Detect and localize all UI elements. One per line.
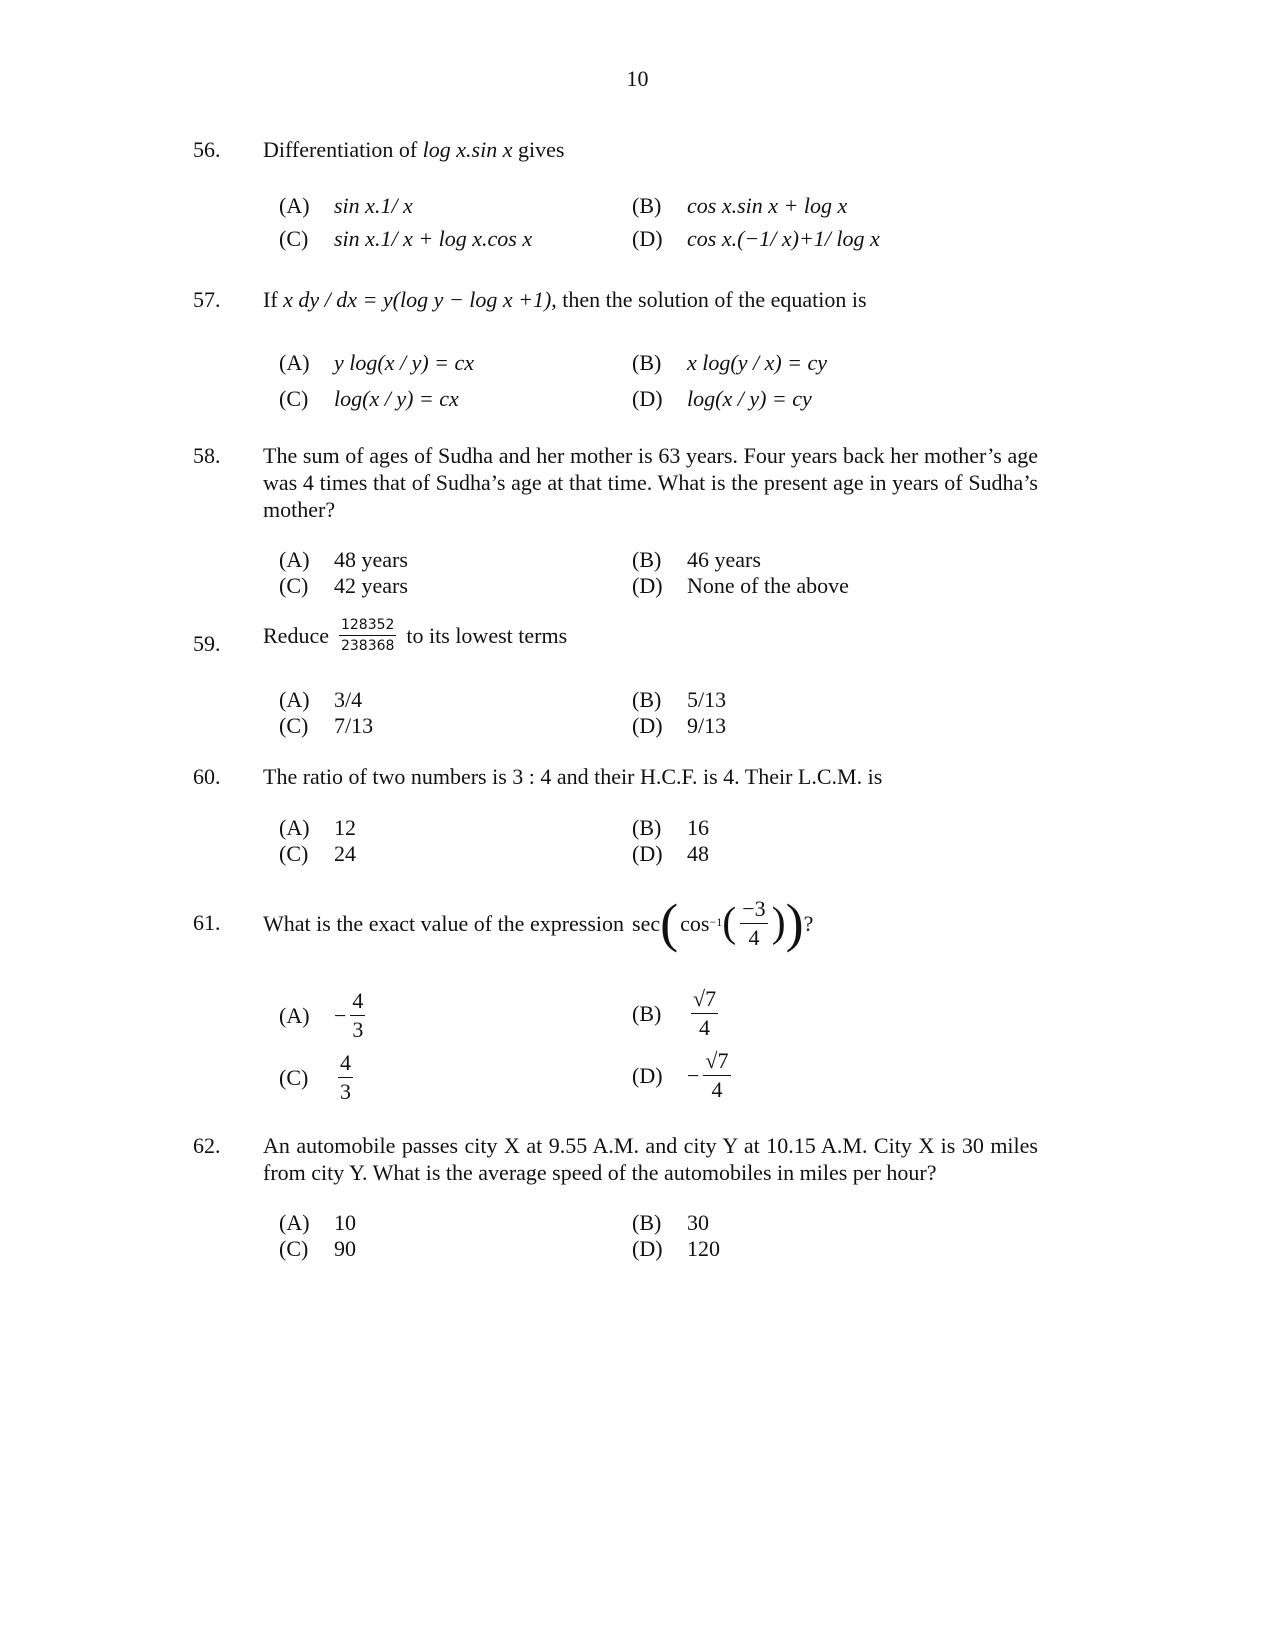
question-number: 61. xyxy=(193,910,221,935)
question-number: 58. xyxy=(193,443,221,468)
option-d[interactable]: (D) cos x.(−1/ x)+1/ log x xyxy=(632,226,880,251)
option-b[interactable]: (B) $\frac{√7}{4}$ xyxy=(632,986,717,1040)
option-c[interactable]: (C) 24 xyxy=(279,841,356,866)
option-d[interactable]: (D) log(x / y) = cy xyxy=(632,386,812,411)
option-c[interactable]: (C) sin x.1/ x + log x.cos x xyxy=(279,226,533,251)
option-a[interactable]: (A) y log(x / y) = cx xyxy=(279,350,475,375)
option-a[interactable]: (A) 3/4 xyxy=(279,687,363,712)
option-a[interactable]: (A) 10 xyxy=(279,1210,356,1235)
question-61 xyxy=(193,895,1093,955)
question-text: Reduce $\frac{128352}{238368}$ to its lowest terms xyxy=(263,617,568,654)
option-a[interactable]: (A) 48 years xyxy=(279,547,408,572)
option-d[interactable]: (D) 120 xyxy=(632,1236,720,1261)
option-b[interactable]: (B) 30 xyxy=(632,1210,709,1235)
question-text: Differentiation of log x.sin x gives xyxy=(263,137,565,162)
option-b[interactable]: (B) x log(y / x) = cy xyxy=(632,350,828,375)
option-c[interactable]: (C) log(x / y) = cx xyxy=(279,386,459,411)
question-text: What is the exact value of the expression sec ( cos −1 ( $\frac{-3}{4}$ ) ) ? xyxy=(263,893,814,953)
option-c[interactable]: (C) 7/13 xyxy=(279,713,374,738)
question-62 xyxy=(193,1132,1093,1192)
question-text: An automobile passes city X at 9.55 A.M. and city Y at 10.15 A.M. City X is 30 miles from city Y. What is the average speed of the automobiles in miles per hour? xyxy=(263,1133,1038,1185)
question-number: 57. xyxy=(193,287,221,312)
question-text: The sum of ages of Sudha and her mother is 63 years. Four years back her mother’s age was 4 times that of Sudha’s age at that time. What is the present age in years of Sudha’s mother? xyxy=(263,443,1038,522)
option-d[interactable]: (D) 9/13 xyxy=(632,713,727,738)
question-number: 60. xyxy=(193,764,221,789)
question-text: If x dy / dx = y(log y − log x +1), then the solution of the equation is xyxy=(263,287,867,312)
fraction: $\frac{-3}{4}$ xyxy=(742,895,766,950)
option-d[interactable]: (D) None of the above xyxy=(632,573,849,598)
option-a[interactable]: (A) 12 xyxy=(279,815,356,840)
option-a[interactable]: (A) sin x.1/ x xyxy=(279,193,413,218)
option-c[interactable]: (C) 42 years xyxy=(279,573,408,598)
question-58 xyxy=(193,442,1093,522)
page-number: 10 xyxy=(626,66,649,91)
fraction: $\frac{128352}{238368}$ xyxy=(340,617,395,654)
option-d[interactable]: (D) 48 xyxy=(632,841,709,866)
option-b[interactable]: (B) 46 years xyxy=(632,547,761,572)
question-59 xyxy=(193,618,1093,668)
option-b[interactable]: (B) cos x.sin x + log x xyxy=(632,193,848,218)
question-number: 62. xyxy=(193,1133,221,1158)
question-number: 59. xyxy=(193,631,221,656)
question-text: The ratio of two numbers is 3 : 4 and their H.C.F. is 4. Their L.C.M. is xyxy=(263,764,883,789)
option-d[interactable]: (D) − $\frac{√7}{4}$ xyxy=(632,1048,729,1102)
question-number: 56. xyxy=(193,137,221,162)
option-b[interactable]: (B) 16 xyxy=(632,815,709,840)
option-a[interactable]: (A) − $\frac{4}{3}$ xyxy=(279,988,364,1042)
option-c[interactable]: (C) $\frac{4}{3}$ xyxy=(279,1050,351,1104)
option-b[interactable]: (B) 5/13 xyxy=(632,687,727,712)
option-c[interactable]: (C) 90 xyxy=(279,1236,356,1261)
